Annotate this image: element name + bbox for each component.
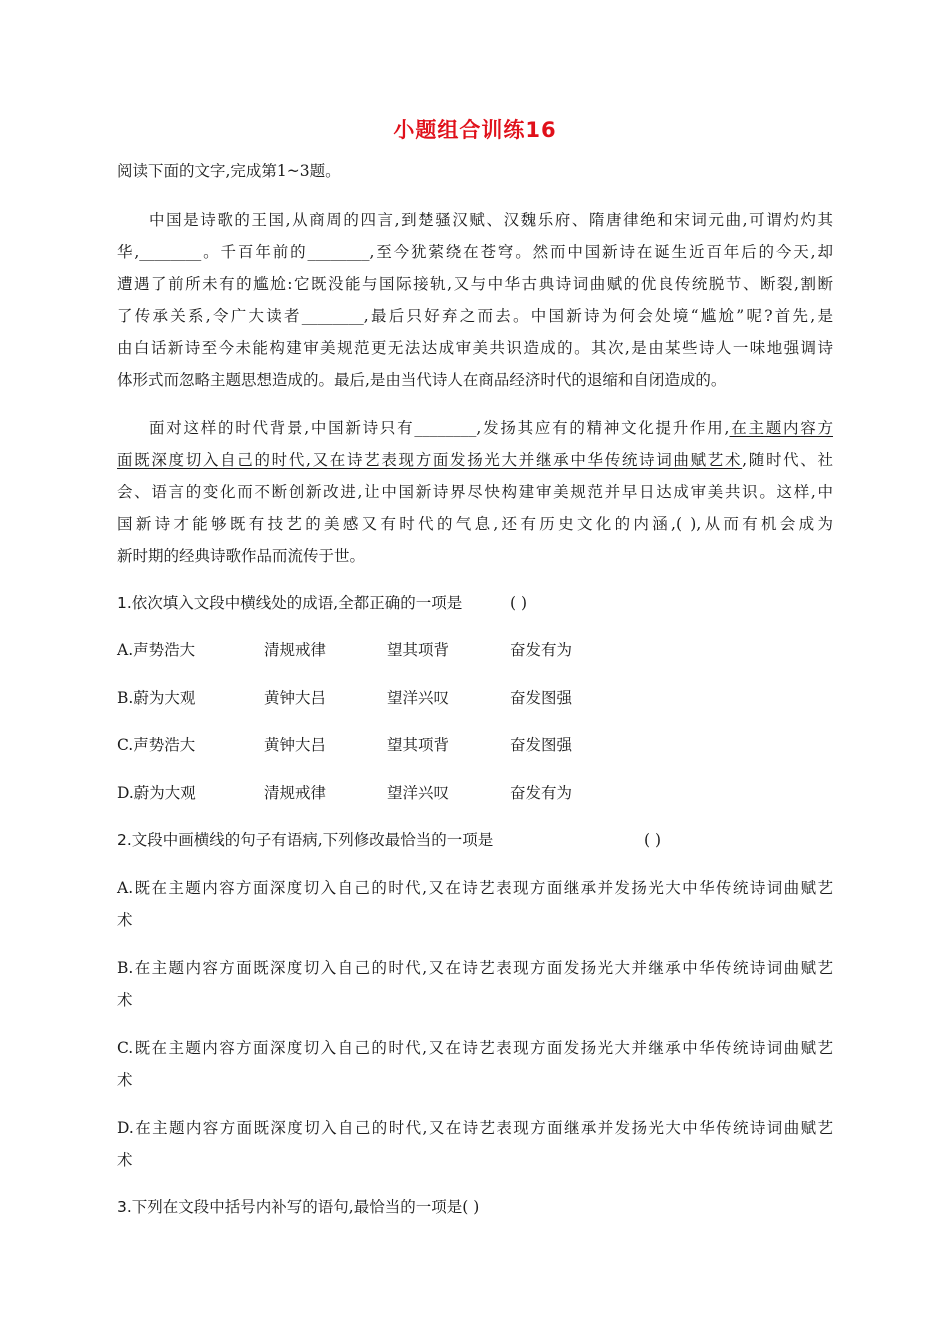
question-2-option-c-line-2: 术 [117,1071,133,1089]
question-1-stem [117,593,833,613]
question-2-text: 文段中画横线的句子有语病,下列修改最恰当的一项是 [131,831,494,849]
question-2-option-d-line-1: D.在主题内容方面既深度切入自己的时代,又在诗艺表现方面继承并发扬光大中华传统诗词曲赋艺 [117,1119,833,1137]
instruction-text: 阅读下面的文字,完成第1~3题。 [117,162,341,180]
question-2-answer-paren: ( ) [644,831,662,849]
option-idiom: 望洋兴叹 [387,784,450,802]
passage-p2-line-1-plain: 面对这样的时代背景,中国新诗只有________,发扬其应有的精神文化提升作用, [149,419,730,437]
option-idiom: 奋发图强 [510,689,573,707]
passage-p2-line-5: 新时期的经典诗歌作品而流传于世。 [117,547,366,565]
passage-p2-line-3: 会、语言的变化而不断创新改进,让中国新诗界尽快构建审美规范并早日达成审美共识。这样,中 [117,483,833,501]
question-3-number: 3. [117,1198,132,1216]
option-idiom: 奋发图强 [510,736,573,754]
question-2-option-c-line-1: C.既在主题内容方面深度切入自己的时代,又在诗艺表现方面发扬光大并继承中华传统诗词曲赋艺 [117,1039,833,1057]
question-1-text: 依次填入文段中横线处的成语,全都正确的一项是 [131,594,463,612]
page-title: 小题组合训练16 [393,118,557,142]
option-label: C.声势浩大 [117,736,196,754]
passage-p1-line-6: 体形式而忽略主题思想造成的。最后,是由当代诗人在商品经济时代的退缩和自闭造成的。 [117,371,727,389]
question-3-text: 下列在文段中括号内补写的语句,最恰当的一项是 [131,1198,463,1216]
passage-p1-line-4: 了传承关系,令广大读者________,最后只好弃之而去。中国新诗为何会处境“尴尬”呢?首先,是 [117,307,833,325]
passage-p2-line-2 [117,450,833,470]
option-idiom: 望其项背 [387,736,450,754]
option-idiom: 望其项背 [387,641,450,659]
passage-p2-line-1 [149,418,833,438]
underlined-sentence-start: 在主题内容方 [729,419,833,437]
option-idiom: 奋发有为 [510,784,573,802]
passage-p1-line-2: 华,________。千百年前的________,至今犹萦绕在苍穹。然而中国新诗在诞生近百年后的今天,却 [117,243,833,261]
option-idiom: 望洋兴叹 [387,689,450,707]
question-2-option-b-line-1: B.在主题内容方面既深度切入自己的时代,又在诗艺表现方面发扬光大并继承中华传统诗词曲赋艺 [117,959,833,977]
question-3-stem [117,1197,833,1217]
question-2-stem [117,830,833,850]
question-3-answer-paren: ( ) [462,1198,480,1216]
option-label: D.蔚为大观 [117,784,196,802]
option-idiom: 奋发有为 [510,641,573,659]
underlined-sentence-end: 面既深度切入自己的时代,又在诗艺表现方面发扬光大并继承中华传统诗词曲赋艺术 [117,451,743,469]
option-idiom: 清规戒律 [264,784,327,802]
passage-p1-line-3: 遭遇了前所未有的尴尬:它既没能与国际接轨,又与中华古典诗词曲赋的优良传统脱节、断裂,割断 [117,275,833,293]
passage-p2-line-4: 国新诗才能够既有技艺的美感又有时代的气息,还有历史文化的内涵,( ),从而有机会成为 [117,515,833,533]
passage-p2-line-2-plain: ,随时代、社 [742,451,833,469]
option-idiom: 清规戒律 [264,641,327,659]
question-2-number: 2. [117,831,132,849]
question-2-option-d-line-2: 术 [117,1151,133,1169]
option-label: B.蔚为大观 [117,689,196,707]
option-idiom: 黄钟大吕 [264,736,327,754]
question-2-option-a-line-2: 术 [117,911,133,929]
option-label: A.声势浩大 [117,641,196,659]
question-1-answer-paren: ( ) [510,594,528,612]
passage-p1-line-5: 由白话新诗至今未能构建审美规范更无法达成审美共识造成的。其次,是由某些诗人一味地强调诗 [117,339,833,357]
question-2-option-b-line-2: 术 [117,991,133,1009]
question-2-option-a-line-1: A.既在主题内容方面深度切入自己的时代,又在诗艺表现方面继承并发扬光大中华传统诗词曲赋艺 [117,879,833,897]
question-1-number: 1. [117,594,132,612]
option-idiom: 黄钟大吕 [264,689,327,707]
passage-p1-line-1: 中国是诗歌的王国,从商周的四言,到楚骚汉赋、汉魏乐府、隋唐律绝和宋词元曲,可谓灼灼其 [149,211,833,229]
